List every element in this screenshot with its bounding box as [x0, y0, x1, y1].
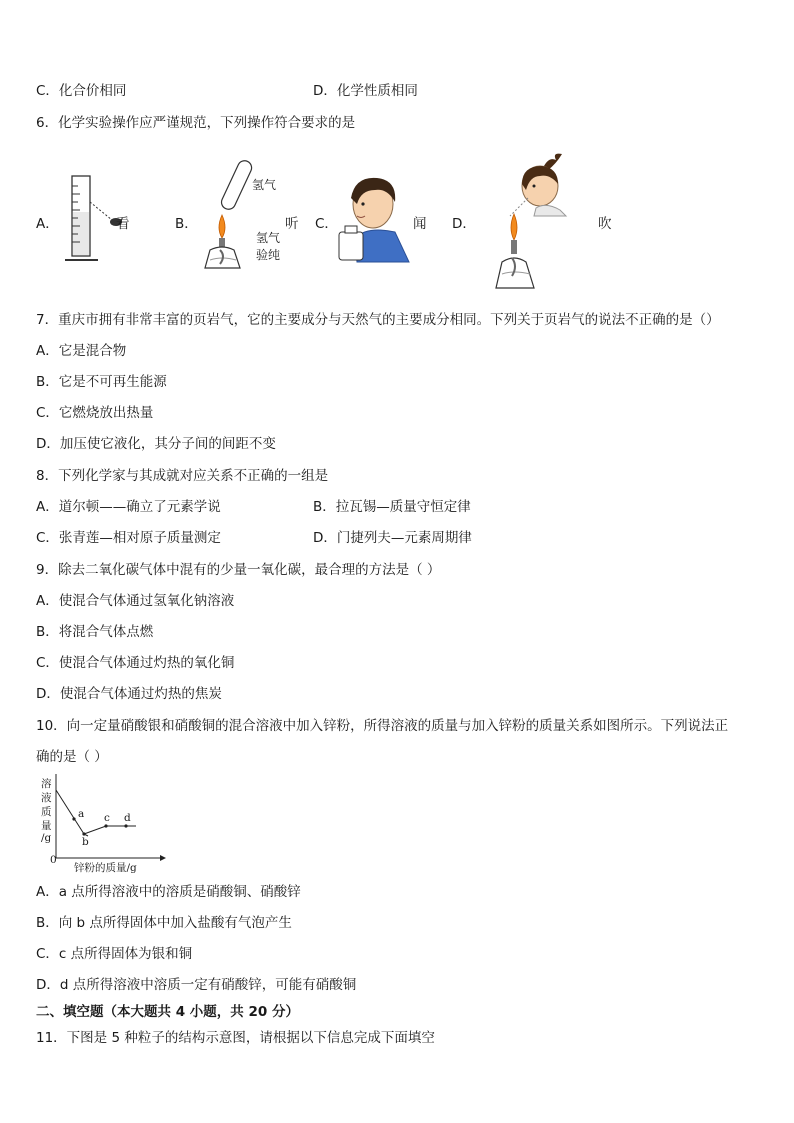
graph-point-a: a: [78, 808, 85, 820]
q8-option-c: C．张青莲—相对原子质量测定: [36, 530, 221, 546]
q9-option-c: C．使混合气体通过灼热的氧化铜: [36, 655, 235, 671]
q6-option-c-verb: 闻: [413, 216, 427, 232]
graph-ylabel-4: 量: [41, 820, 52, 832]
q10-stem-line2: 确的是（ ）: [36, 749, 108, 765]
q10-option-d: D．d 点所得溶液中溶质一定有硝酸锌，可能有硝酸铜: [36, 977, 357, 993]
graph-point-c: c: [104, 812, 110, 824]
point-a-marker: [72, 817, 75, 820]
graph-ylabel-1: 溶: [41, 778, 52, 790]
q5-option-d: D．化学性质相同: [313, 83, 418, 99]
q9-stem: 9．除去二氧化碳气体中混有的少量一氧化碳，最合理的方法是（ ）: [36, 562, 441, 578]
graph-ylabel-2: 液: [41, 792, 52, 804]
q10-graph: [36, 774, 166, 874]
q6-option-b-letter: B．: [175, 216, 198, 232]
q8-option-b: B．拉瓦锡—质量守恒定律: [313, 499, 471, 515]
q7-option-b: B．它是不可再生能源: [36, 374, 167, 390]
q10-option-b: B．向 b 点所得固体中加入盐酸有气泡产生: [36, 915, 292, 931]
graph-origin: 0: [50, 854, 57, 866]
q7-stem: 7．重庆市拥有非常丰富的页岩气，它的主要成分与天然气的主要成分相同。下列关于页岩气的说法不正确的是（）: [36, 312, 720, 328]
q7-option-c: C．它燃烧放出热量: [36, 405, 154, 421]
q6-option-b-label-bottom1: 氢气: [256, 231, 281, 245]
girl-blowing-lamp-figure: [490, 150, 590, 295]
point-c-marker: [104, 824, 107, 827]
q5-option-c: C．化合价相同: [36, 83, 127, 99]
point-d-marker: [124, 824, 127, 827]
q6-option-b-verb: 听: [285, 216, 299, 232]
q6-option-d-verb: 吹: [598, 216, 612, 232]
graph-point-b: b: [82, 836, 89, 848]
boy-smelling-figure: [335, 172, 415, 264]
q8-stem: 8．下列化学家与其成就对应关系不正确的一组是: [36, 468, 329, 484]
q10-option-c: C．c 点所得固体为银和铜: [36, 946, 193, 962]
q6-option-c-letter: C．: [315, 216, 338, 232]
graph-ylabel-5: /g: [41, 832, 52, 844]
section2-heading: 二、填空题（本大题共 4 小题，共 20 分）: [36, 1004, 299, 1020]
q8-option-d: D．门捷列夫—元素周期律: [313, 530, 472, 546]
q8-option-a: A．道尔顿——确立了元素学说: [36, 499, 221, 515]
q6-option-d-letter: D．: [452, 216, 476, 232]
q9-option-d: D．使混合气体通过灼热的焦炭: [36, 686, 222, 702]
q6-option-a-verb: 看: [116, 216, 130, 232]
graph-point-d: d: [124, 812, 131, 824]
q6-option-a-letter: A．: [36, 216, 59, 232]
q9-option-a: A．使混合气体通过氢氧化钠溶液: [36, 593, 235, 609]
q7-option-a: A．它是混合物: [36, 343, 127, 359]
graph-ylabel-3: 质: [41, 806, 52, 818]
q6-option-b-label-bottom2: 验纯: [256, 248, 281, 262]
q10-option-a: A．a 点所得溶液中的溶质是硝酸铜、硝酸锌: [36, 884, 301, 900]
q9-option-b: B．将混合气体点燃: [36, 624, 154, 640]
q11-stem: 11．下图是 5 种粒子的结构示意图，请根据以下信息完成下面填空: [36, 1030, 435, 1046]
q6-stem: 6．化学实验操作应严谨规范，下列操作符合要求的是: [36, 115, 356, 131]
graph-xlabel: 锌粉的质量/g: [74, 862, 137, 874]
q6-option-b-label-top: 氢气: [252, 178, 277, 192]
q10-stem-line1: 10．向一定量硝酸银和硝酸铜的混合溶液中加入锌粉，所得溶液的质量与加入锌粉的质量关系如图所示。下列说法正: [36, 718, 729, 734]
q7-option-d: D．加压使它液化，其分子间的间距不变: [36, 436, 276, 452]
